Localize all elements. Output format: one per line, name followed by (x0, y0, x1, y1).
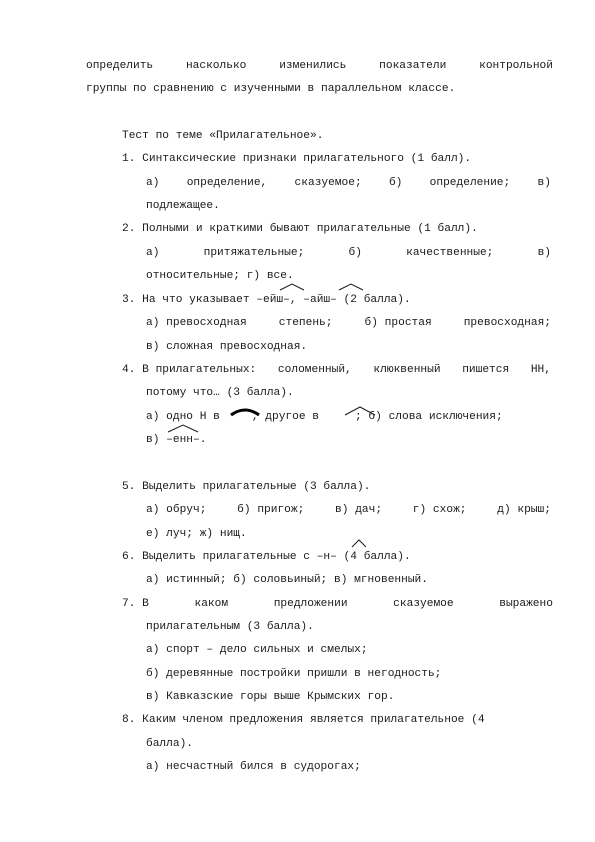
question-5-options-line-2: е) луч; ж) нищ. (146, 528, 247, 540)
word: 4. В прилагательных: (122, 364, 257, 376)
question-8-option-a: а) несчастный бился в судорогах; (146, 761, 361, 773)
suffix-arc-odno (166, 423, 200, 433)
word: б) пригож; (237, 504, 305, 516)
word: сказуемое (393, 598, 454, 610)
word: контрольной (479, 60, 553, 72)
word: в) дач; (335, 504, 383, 516)
word: 7. В (122, 598, 149, 610)
word: насколько (185, 60, 247, 72)
intro-line-1 (86, 59, 553, 73)
word: соломенный, (277, 364, 352, 376)
question-1-options-line-2: подлежащее. (146, 200, 220, 212)
word: определение; (429, 177, 511, 189)
question-7-option-a: а) спорт – дело сильных и смелых; (146, 644, 368, 656)
suffix-arc-n (350, 538, 368, 548)
word: предложении (273, 598, 348, 610)
word: сказуемое; (294, 177, 362, 189)
word: в) (537, 177, 551, 189)
question-4-title-line-1 (122, 363, 551, 377)
question-4-option-a (146, 410, 503, 424)
question-7-title-line-1 (122, 597, 553, 611)
word: а) (146, 177, 160, 189)
word: изменились (279, 60, 347, 72)
question-1-title: 1. Синтаксические признаки прилагательного (1 балл). (122, 153, 472, 165)
question-4-option-a-mid: , другое в (251, 411, 319, 423)
question-4-title-line-2: потому что… (3 балла). (146, 387, 294, 399)
question-4-option-a-prefix: а) одно Н в (146, 411, 220, 423)
word: НН, (530, 364, 551, 376)
question-6-options: а) истинный; б) соловьиный; в) мгновенный. (146, 574, 428, 586)
question-3-title: 3. На что указывает –ейш–, –айш– (2 балла). (122, 294, 411, 306)
word: качественные; (406, 247, 494, 259)
word: б) (348, 247, 362, 259)
word: г) схож; (412, 504, 467, 516)
question-2-title: 2. Полными и краткими бывают прилагательные (1 балл). (122, 223, 478, 235)
question-7-option-v: в) Кавказские горы выше Крымских гор. (146, 691, 395, 703)
question-7-option-b: б) деревянные постройки пришли в негодность; (146, 668, 442, 680)
word: превосходная; (463, 317, 551, 329)
word: выражено (499, 598, 553, 610)
question-6-title: 6. Выделить прилагательные с –н– (4 балла). (122, 551, 411, 563)
word: б) простая (364, 317, 432, 329)
question-8-title-line-1: 8. Каким членом предложения является прилагательное (4 (122, 714, 485, 726)
word: в) (537, 247, 551, 259)
question-1-options-line-1 (146, 176, 551, 190)
bold-arc-mark (229, 405, 261, 417)
question-2-options-line-2: относительные; г) все. (146, 270, 294, 282)
question-3-options-line-1 (146, 316, 551, 330)
question-7-title-line-2: прилагательным (3 балла). (146, 621, 314, 633)
word: д) крыш; (497, 504, 551, 516)
suffix-arc-eysh (278, 283, 306, 291)
word: определить (86, 60, 154, 72)
suffix-arc-aysh (337, 283, 365, 291)
question-5-options-line-1 (146, 503, 551, 517)
question-5-title: 5. Выделить прилагательные (3 балла). (122, 481, 371, 493)
question-4-option-a-rest: ; б) слова исключения; (355, 411, 503, 423)
intro-line-2: группы по сравнению с изученными в параллельном классе. (86, 83, 456, 95)
word: пишется (462, 364, 510, 376)
word: а) (146, 247, 160, 259)
word: б) (388, 177, 403, 189)
question-4-option-v: в) –енн–. (146, 434, 207, 446)
test-title: Тест по теме «Прилагательное». (122, 130, 324, 142)
question-8-title-line-2: балла). (146, 738, 193, 750)
suffix-arc-mark (343, 405, 377, 417)
word: каком (194, 598, 229, 610)
question-2-options-line-1 (146, 246, 551, 260)
word: а) обруч; (146, 504, 207, 516)
word: а) превосходная (146, 317, 247, 329)
word: притяжательные; (203, 247, 305, 259)
word: клюквенный (373, 364, 441, 376)
word: показатели (379, 60, 447, 72)
word: определение, (186, 177, 268, 189)
question-3-options-line-2: в) сложная превосходная. (146, 341, 308, 353)
word: степень; (278, 317, 333, 329)
